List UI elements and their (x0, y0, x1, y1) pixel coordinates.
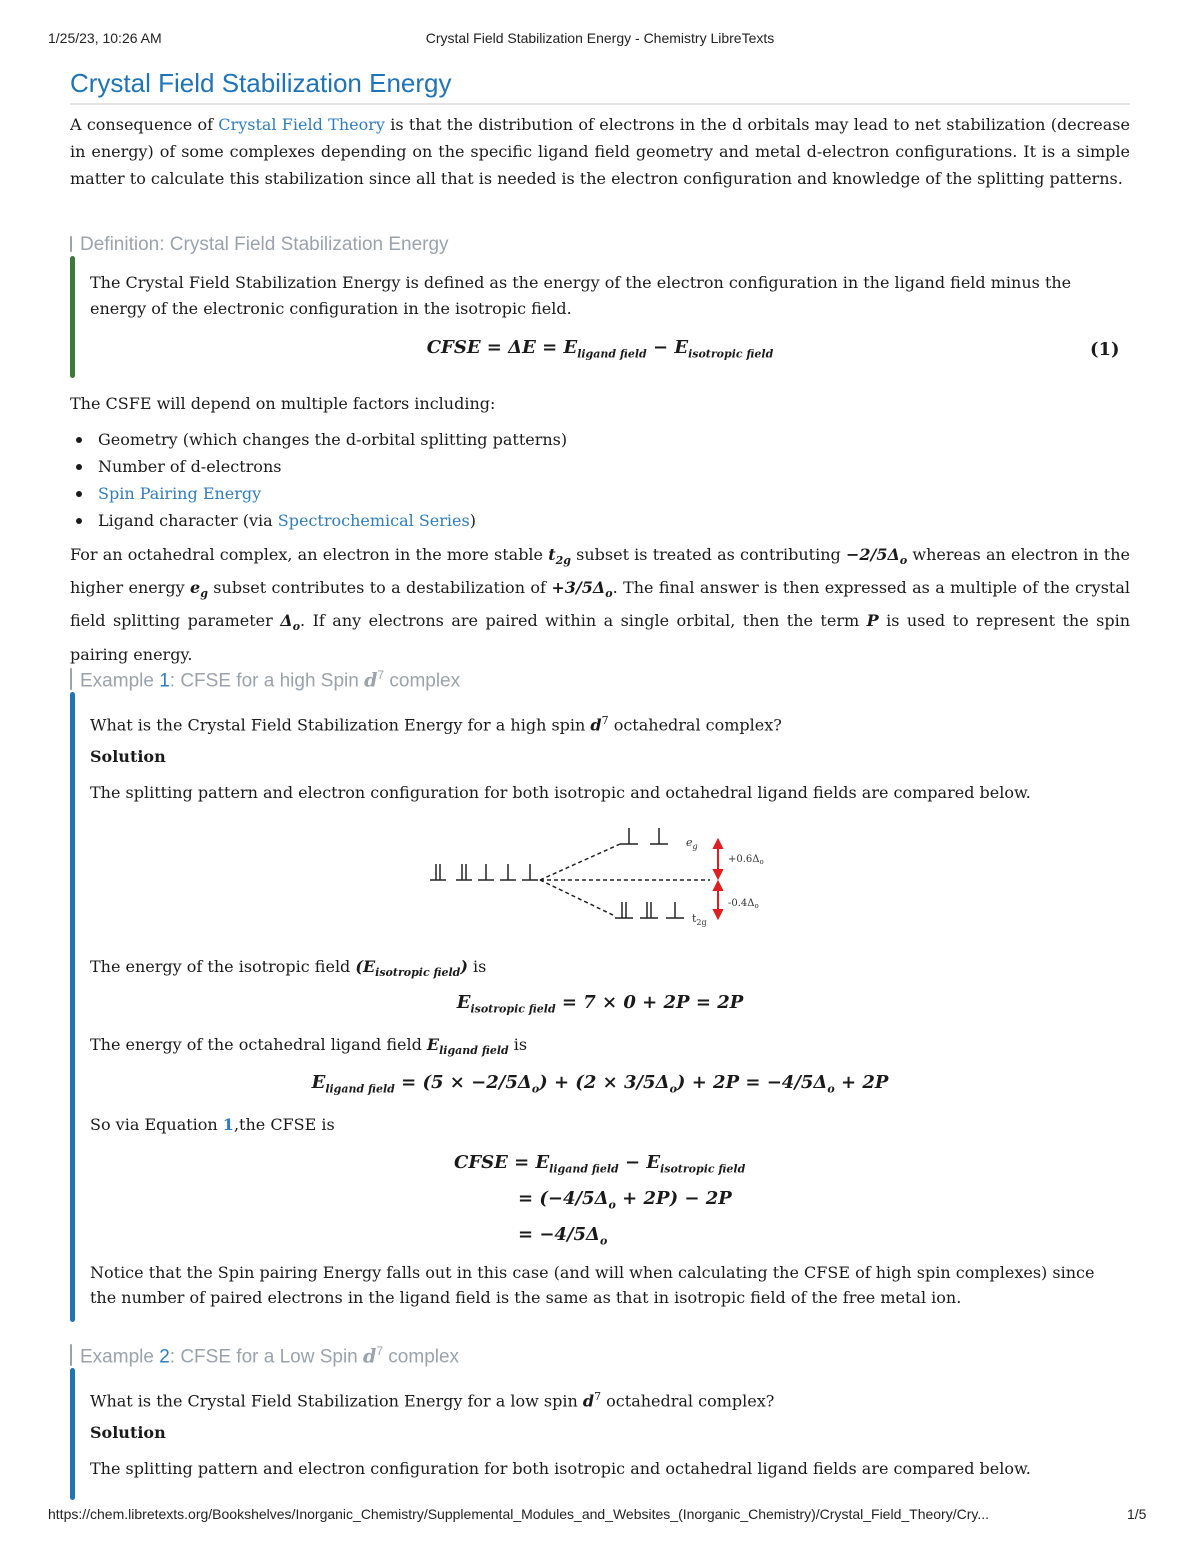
splitting-diagram (420, 818, 790, 930)
equation-1-link[interactable]: 1 (222, 1115, 234, 1134)
definition-text: The Crystal Field Stabilization Energy is defined as the energy of the electron configuration in the ligand field minus the energy of the electronic configuration in the isotropic field. (90, 273, 1072, 318)
equation-number: (1) (1090, 339, 1120, 360)
example1-solution-text: The splitting pattern and electron configuration for both isotropic and octahedral ligand fields are compared below. (90, 783, 1031, 802)
t2g-label: $t_{2g}$ (692, 912, 707, 927)
print-page-number: 1/5 (1127, 1506, 1147, 1522)
cfse-derivation-line1: CFSE = $E_{ligand field} - E_{isotropic field}$ (454, 1152, 746, 1176)
example1-question: What is the Crystal Field Stabilization Energy for a high spin $d^7$ octahedral complex? (90, 714, 782, 735)
example2-solution-text: The splitting pattern and electron configuration for both isotropic and octahedral ligand fields are compared below. (90, 1459, 1031, 1478)
spectrochemical-series-link[interactable]: Spectrochemical Series (277, 511, 470, 530)
example2-question: What is the Crystal Field Stabilization Energy for a low spin $d^7$ octahedral complex? (90, 1390, 775, 1411)
cfse-derivation-line2: = $(-4/5\Delta_o + 2P) - 2P$ (518, 1188, 732, 1212)
list-item: Ligand character (via Spectrochemical Series) (70, 507, 567, 534)
ligand-equation: $E_{ligand field} = (5 \times -2/5\Delta_o) + (2 \times 3/5\Delta_o) + 2P = -4/5\Delta_o + 2P$ (311, 1072, 889, 1096)
notice-text: Notice that the Spin pairing Energy falls out in this case (and will when calculating the CFSE of high spin complexes) since the number of paired electrons in the ligand field is the same as that in isotropic field of the free metal ion. (90, 1263, 1095, 1307)
page-title: Crystal Field Stabilization Energy (70, 68, 1130, 105)
via-equation-text: So via Equation 1,the CFSE is (90, 1115, 335, 1134)
example1-solution-label: Solution (90, 747, 166, 766)
definition-title-bar (70, 236, 72, 252)
definition-title: Definition: Crystal Field Stabilization Energy (80, 234, 449, 255)
minus-04-label: $-0.4\Delta_o$ (728, 898, 759, 910)
example1-title: Example 1: CFSE for a high Spin $d^7$ complex (80, 668, 461, 692)
example2-title: Example 2: CFSE for a Low Spin $d^7$ complex (80, 1344, 460, 1368)
intro-paragraph: A consequence of Crystal Field Theory is that the distribution of electrons in the d orbitals may lead to net stabilization (decrease in energy) of some complexes depending on the specific ligand field geometry and metal d-electron configurations. It is a simple matter to calculate this stabilization since all that is needed is the electron configuration and knowledge of the splitting patterns. (70, 115, 1130, 188)
plus-06-label: $+0.6\Delta_o$ (728, 854, 764, 866)
list-item: Geometry (which changes the d-orbital splitting patterns) (70, 426, 567, 453)
print-page-title: Crystal Field Stabilization Energy - Chemistry LibreTexts (425, 30, 775, 46)
example2-solution-label: Solution (90, 1423, 166, 1442)
example2-title-bar (70, 1344, 72, 1366)
crystal-field-theory-link[interactable]: Crystal Field Theory (218, 115, 385, 134)
octahedral-paragraph: For an octahedral complex, an electron in the more stable $t_{2g}$ subset is treated as contributing $-2/5\Delta_o$ whereas an electron in the higher energy $e_g$ subset contributes to a destabilization of $+3/5\Delta_o$. The final answer is then expressed as a multiple of the crystal field splitting parameter $\Delta_o$. If any electrons are paired within a single orbital, then the term P is used to represent the spin pairing energy. (70, 545, 1131, 664)
isotropic-energy-text: The energy of the isotropic field $(E_{isotropic field})$ is (90, 957, 487, 980)
eg-label: $e_g$ (686, 836, 698, 851)
equation-1: CFSE = $\Delta E = E_{ligand field} - E_{isotropic field}$ (426, 337, 774, 361)
factors-lead: The CSFE will depend on multiple factors including: (70, 394, 496, 413)
ligand-energy-text: The energy of the octahedral ligand field $E_{ligand field}$ is (90, 1035, 528, 1058)
example1-title-bar (70, 668, 72, 690)
factors-list (70, 426, 567, 534)
cfse-derivation-line3: = $-4/5\Delta_o$ (518, 1224, 608, 1248)
list-item (70, 480, 567, 507)
example2-bar (70, 1368, 75, 1500)
spin-pairing-energy-link[interactable]: Spin Pairing Energy (98, 484, 262, 503)
print-date: 1/25/23, 10:26 AM (48, 30, 162, 46)
print-url: https://chem.libretexts.org/Bookshelves/Inorganic_Chemistry/Supplemental_Modules_and_Websites_(Inorganic_Chemistry)/Crystal_Field_Theory/Cry... (48, 1506, 990, 1522)
isotropic-equation: $E_{isotropic field} = 7 \times 0 + 2P = 2P$ (456, 992, 744, 1016)
list-item: Number of d-electrons (70, 453, 567, 480)
